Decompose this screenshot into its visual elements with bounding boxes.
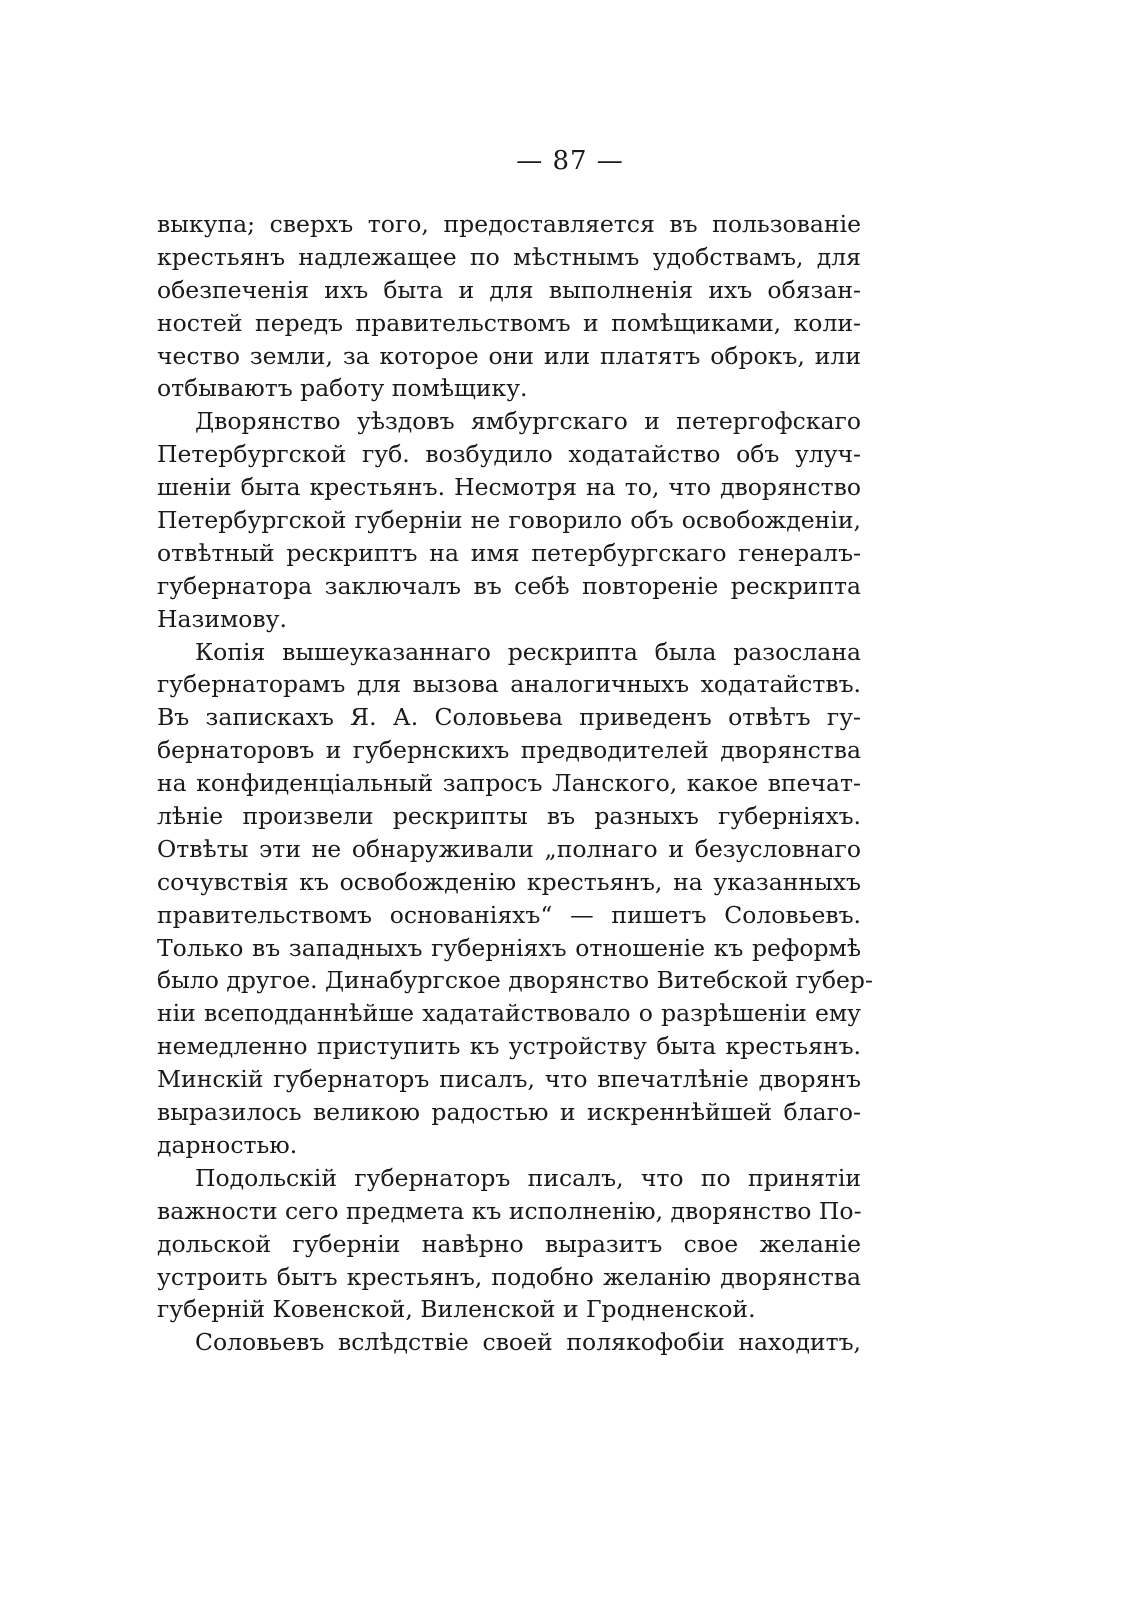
- text-line: отвѣтный рескриптъ на имя петербургскаго генералъ-: [157, 538, 861, 567]
- text-line: губернаторамъ для вызова аналогичныхъ ходатайствъ.: [157, 670, 861, 699]
- paragraph: [157, 636, 873, 1162]
- text-line: выкупа; сверхъ того, предоставляется въ пользованіе: [157, 210, 861, 238]
- text-line: крестьянъ надлежащее по мѣстнымъ удобствамъ, для: [157, 242, 861, 271]
- page-number: — 87 —: [516, 146, 624, 176]
- text-line: Петербургской губерніи не говорило объ освобожденіи,: [157, 506, 861, 535]
- text-line: ніи всеподданнѣйше хадатайствовало о разрѣшеніи ему: [157, 999, 861, 1028]
- text-line: на конфиденціальный запросъ Ланского, какое впечат-: [157, 769, 861, 798]
- text-line: Отвѣты эти не обнаруживали „полнаго и безусловнаго: [157, 834, 861, 863]
- text-line: бернаторовъ и губернскихъ предводителей дворянства: [157, 736, 861, 765]
- text-line: лѣніе произвели рескрипты въ разныхъ губерніяхъ.: [157, 802, 861, 831]
- text-line: губернатора заключалъ въ себѣ повтореніе рескрипта: [157, 571, 861, 600]
- text-line: устроить бытъ крестьянъ, подобно желанію дворянства: [157, 1262, 861, 1291]
- text-line: чество земли, за которое они или платятъ оброкъ, или: [157, 341, 861, 370]
- text-line: Въ запискахъ Я. А. Соловьева приведенъ отвѣтъ гу-: [157, 703, 861, 732]
- paragraph: [157, 1326, 861, 1359]
- text-line: было другое. Динабургское дворянство Витебской губер-: [157, 966, 873, 995]
- text-line: Соловьевъ вслѣдствіе своей полякофобіи находитъ,: [195, 1328, 861, 1357]
- paragraph: [157, 405, 861, 635]
- text-line: шеніи быта крестьянъ. Несмотря на то, что дворянство: [157, 473, 861, 502]
- text-line: Назимову.: [157, 604, 287, 633]
- text-line: выразилось великою радостью и искреннѣйшей благо-: [157, 1098, 861, 1127]
- text-line: немедленно приступить къ устройству быта крестьянъ.: [157, 1032, 861, 1061]
- paragraph: [157, 1162, 861, 1326]
- paragraph: [157, 208, 861, 405]
- text-line: Минскій губернаторъ писалъ, что впечатлѣніе дворянъ: [157, 1065, 861, 1094]
- text-line: губерній Ковенской, Виленской и Гродненской.: [157, 1295, 756, 1324]
- text-line: отбываютъ работу помѣщику.: [157, 374, 528, 403]
- text-line: Дворянство уѣздовъ ямбургскаго и петергофскаго: [195, 407, 861, 436]
- text-line: правительствомъ основаніяхъ“ — пишетъ Соловьевъ.: [157, 900, 861, 929]
- text-line: ностей передъ правительствомъ и помѣщиками, коли-: [157, 308, 861, 337]
- text-line: обезпеченія ихъ быта и для выполненія ихъ обязан-: [157, 275, 861, 304]
- text-line: сочувствія къ освобожденію крестьянъ, на указанныхъ: [157, 867, 861, 896]
- text-line: Копія вышеуказаннаго рескрипта была разослана: [195, 637, 861, 666]
- text-line: дольской губерніи навѣрно выразитъ свое желаніе: [157, 1229, 861, 1258]
- text-line: Только въ западныхъ губерніяхъ отношеніе къ реформѣ: [157, 933, 861, 962]
- text-line: дарностью.: [157, 1130, 298, 1159]
- main-text: [157, 208, 873, 1359]
- text-line: Подольскій губернаторъ писалъ, что по принятіи: [195, 1163, 861, 1192]
- text-line: важности сего предмета къ исполненію, дворянство По-: [157, 1196, 862, 1225]
- text-line: Петербургской губ. возбудило ходатайство объ улуч-: [157, 440, 861, 469]
